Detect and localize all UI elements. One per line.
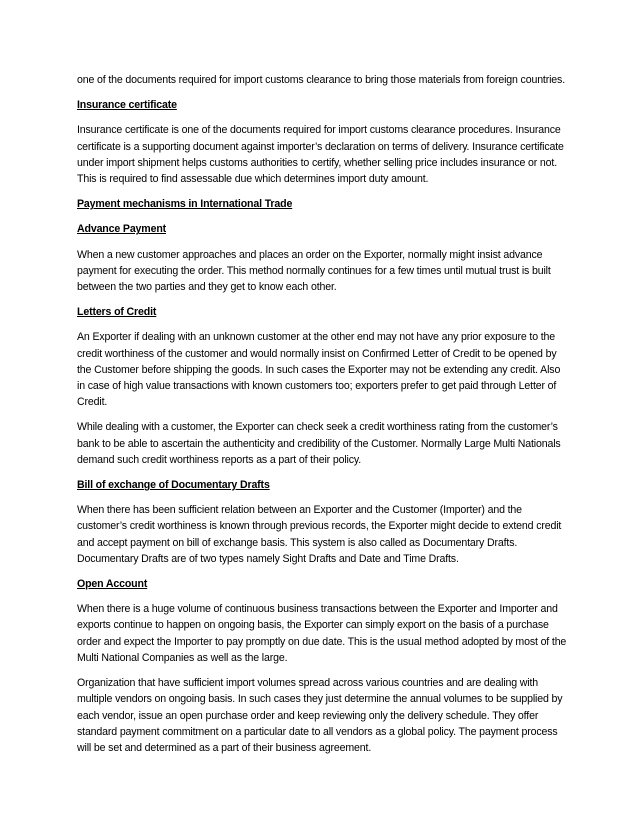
heading-advance-payment: Advance Payment	[77, 223, 167, 236]
heading-insurance-certificate: Insurance certificate	[77, 99, 177, 112]
heading-payment-mechanisms: Payment mechanisms in International Trade	[77, 198, 293, 211]
heading-bill-of-exchange: Bill of exchange of Documentary Drafts	[77, 479, 270, 492]
paragraph-advance-payment: When a new customer approaches and places an order on the Exporter, normally might insist advance payment for executing the order. This method normally continues for a few times until mutual trust is built between the two parties and they get to know each other.	[77, 248, 551, 294]
paragraph-credit-worthiness: While dealing with a customer, the Exporter can check seek a credit worthiness rating from the customer’s bank to be able to ascertain the authenticity and credibility of the Customer. Normally Large Multi Nationals demand such credit worthiness reports as a part of their policy.	[77, 421, 561, 466]
paragraph-letters-of-credit: An Exporter if dealing with an unknown customer at the other end may not have any prior exposure to the credit worthiness of the customer and would normally insist on Confirmed Letter of Credit to be opened by the Customer before shipping the goods. In such cases the Exporter may not be extending any credit. Also in case of high value transactions with known customers too; exporters prefer to get paid through Letter of Credit.	[77, 331, 561, 409]
heading-letters-of-credit: Letters of Credit	[77, 306, 157, 319]
paragraph-organization: Organization that have sufficient import volumes spread across various countries and are dealing with multiple vendors on ongoing basis. In such cases they just determine the annual volumes to be supplied by each vendor, issue an open purchase order and keep reviewing only the delivery schedule. They offer standard payment commitment on a particular date to all vendors as a global policy. The payment process will be set and determined as a part of their business agreement.	[77, 677, 563, 754]
paragraph-bill-of-exchange: When there has been sufficient relation between an Exporter and the Customer (Importer) and the customer’s credit worthiness is known through previous records, the Exporter might decide to extend credit and accept payment on bill of exchange basis. This system is also called as Documentary Drafts. Documentary Drafts are of two types namely Sight Drafts and Date and Time Drafts.	[77, 504, 562, 565]
paragraph-customs-materials: one of the documents required for import customs clearance to bring those materials from foreign countries.	[77, 74, 565, 86]
paragraph-insurance-certificate: Insurance certificate is one of the documents required for import customs clearance procedures. Insurance certificate is a supporting document against importer’s declaration on terms of delivery. Insurance certificate under import shipment helps customs authorities to certify, whether selling price includes insurance or not. This is required to find assessable due which determines import duty amount.	[77, 124, 564, 186]
paragraph-open-account: When there is a huge volume of continuous business transactions between the Exporter and Importer and exports continue to happen on ongoing basis, the Exporter can simply export on the basis of a purchase order and expect the Importer to pay promptly on due date. This is the usual method adopted by most of the Multi National Companies as well as the large.	[77, 603, 567, 664]
heading-open-account: Open Account	[77, 578, 148, 591]
